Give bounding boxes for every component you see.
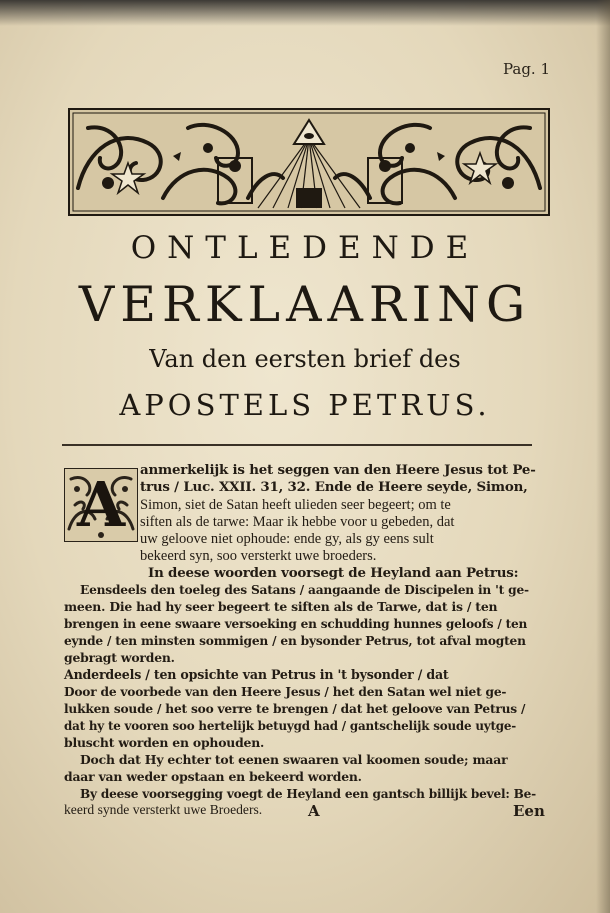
body-line: anmerkelijk is het seggen van den Heere Jesus tot Pe-: [140, 462, 536, 478]
body-line: Anderdeels / ten opsichte van Petrus in 't bysonder / dat: [64, 667, 449, 682]
body-line: bekeerd syn, soo versterkt uwe broeders.: [140, 548, 377, 564]
body-line: siften als de tarwe: Maar ik hebbe voor u gebeden, dat: [140, 514, 455, 530]
body-line: uw geloove niet ophoude: ende gy, als gy eens sult: [140, 531, 434, 547]
page-number: Pag. 1: [502, 60, 550, 78]
body-line: trus / Luc. XXII. 31, 32. Ende de Heere seyde, Simon,: [140, 479, 528, 495]
body-line: Eensdeels den toeleg des Satans / aangaande de Discipelen in 't ge-: [80, 583, 529, 597]
body-line: Doch dat Hy echter tot eenen swaaren val koomen soude; maar: [80, 752, 508, 767]
title-line-3: Van den eersten brief des: [149, 345, 461, 373]
body-line: Door de voorbede van den Heere Jesus / het den Satan wel niet ge-: [64, 685, 507, 699]
initial-letter: A: [76, 468, 126, 541]
body-line: By deese voorsegging voegt de Heyland een gantsch billijk bevel: Be-: [80, 787, 536, 801]
title-line-4: APOSTELS PETRUS.: [119, 388, 491, 422]
body-line: dat hy te vooren soo hertelijk betuygd had / gantschelijk soude uytge-: [64, 719, 517, 733]
page-edge-shadow: [596, 0, 610, 913]
body-line: Simon, siet de Satan heeft ulieden seer begeert; om te: [140, 497, 451, 513]
body-line: lukken soude / het soo verre te brengen / dat het geloove van Petrus /: [64, 702, 526, 716]
scan-shadow: [0, 0, 610, 26]
body-line: daar van weder opstaan en bekeerd worden.: [64, 769, 362, 784]
title-divider: [62, 444, 532, 446]
title-line-1: ONTLEDENDE: [130, 230, 480, 266]
body-line: bluscht worden en ophouden.: [64, 735, 265, 750]
body-line: In deese woorden voorsegt de Heyland aan Petrus:: [148, 565, 519, 581]
ornamental-headpiece-icon: [68, 108, 550, 216]
title-line-2: VERKLAARING: [78, 276, 532, 333]
body-line: keerd synde versterkt uwe Broeders.: [64, 802, 263, 817]
headpiece-ornament: [68, 108, 550, 216]
decorated-initial: [64, 468, 138, 542]
catchword: Een: [513, 802, 545, 820]
signature-mark: A: [308, 802, 320, 820]
body-line: meen. Die had hy seer begeert te siften als de Tarwe, dat is / ten: [64, 599, 498, 614]
body-line: brengen in eene swaare versoeking en schudding hunnes geloofs / ten: [64, 617, 528, 631]
body-line: gebragt worden.: [64, 650, 175, 665]
body-line: eynde / ten minsten sommigen / en bysonder Petrus, tot afval mogten: [64, 634, 526, 648]
